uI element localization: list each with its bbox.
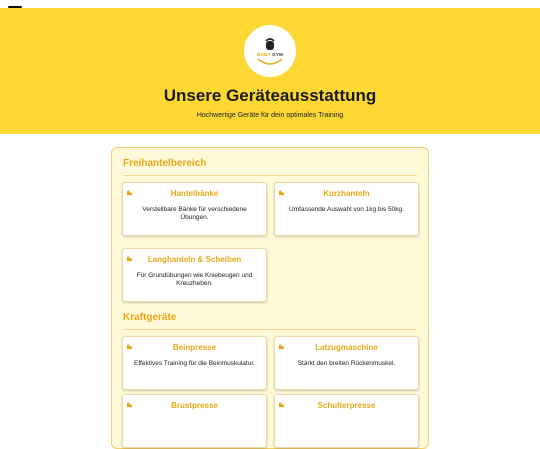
- hero-header: [0, 8, 540, 134]
- page-subtitle: Hochwertige Geräte für dein optimales Training: [196, 112, 344, 119]
- logo-wordmark: BODY GYM: [256, 52, 284, 57]
- card-title: Langhanteln & Scheiben: [147, 255, 242, 264]
- card-description: Verstellbare Bänke für verschiedene Übungen.: [142, 206, 247, 221]
- equipment-card[interactable]: [274, 394, 419, 448]
- equipment-card[interactable]: [122, 182, 267, 236]
- section-title-freihantel: Freihantelbereich: [123, 158, 417, 176]
- page-title: Unsere Geräteausstattung: [163, 86, 377, 105]
- gym-logo: [244, 25, 296, 77]
- equipment-card[interactable]: [122, 394, 267, 448]
- card-title: Brustpresse: [171, 401, 218, 410]
- equipment-card[interactable]: [274, 182, 419, 236]
- equipment-card[interactable]: [122, 336, 267, 390]
- card-description: Stärkt den breiten Rückenmuskel.: [297, 360, 396, 367]
- equipment-panel: [111, 147, 429, 449]
- top-bar: [0, 0, 540, 8]
- card-title: Schulterpresse: [317, 401, 376, 410]
- moon-icon[interactable]: [0, 0, 8, 8]
- card-description: Für Grundübungen wie Kniebeugen und Kreuzheben.: [136, 272, 253, 287]
- equipment-card[interactable]: [122, 248, 267, 302]
- card-title: Latzugmaschine: [315, 343, 378, 352]
- card-title: Hantelbänke: [170, 189, 219, 198]
- card-description: Umfassende Auswahl von 1kg bis 50kg.: [289, 206, 404, 213]
- card-title: Beinpresse: [172, 343, 217, 352]
- card-title: Kurzhanteln: [323, 189, 370, 198]
- card-description: Effektives Training für die Beinmuskulatur.: [134, 360, 255, 367]
- equipment-card[interactable]: [274, 336, 419, 390]
- kettlebell-logo-icon: [244, 25, 296, 77]
- section-title-kraftgeraete: Kraftgeräte: [123, 312, 417, 330]
